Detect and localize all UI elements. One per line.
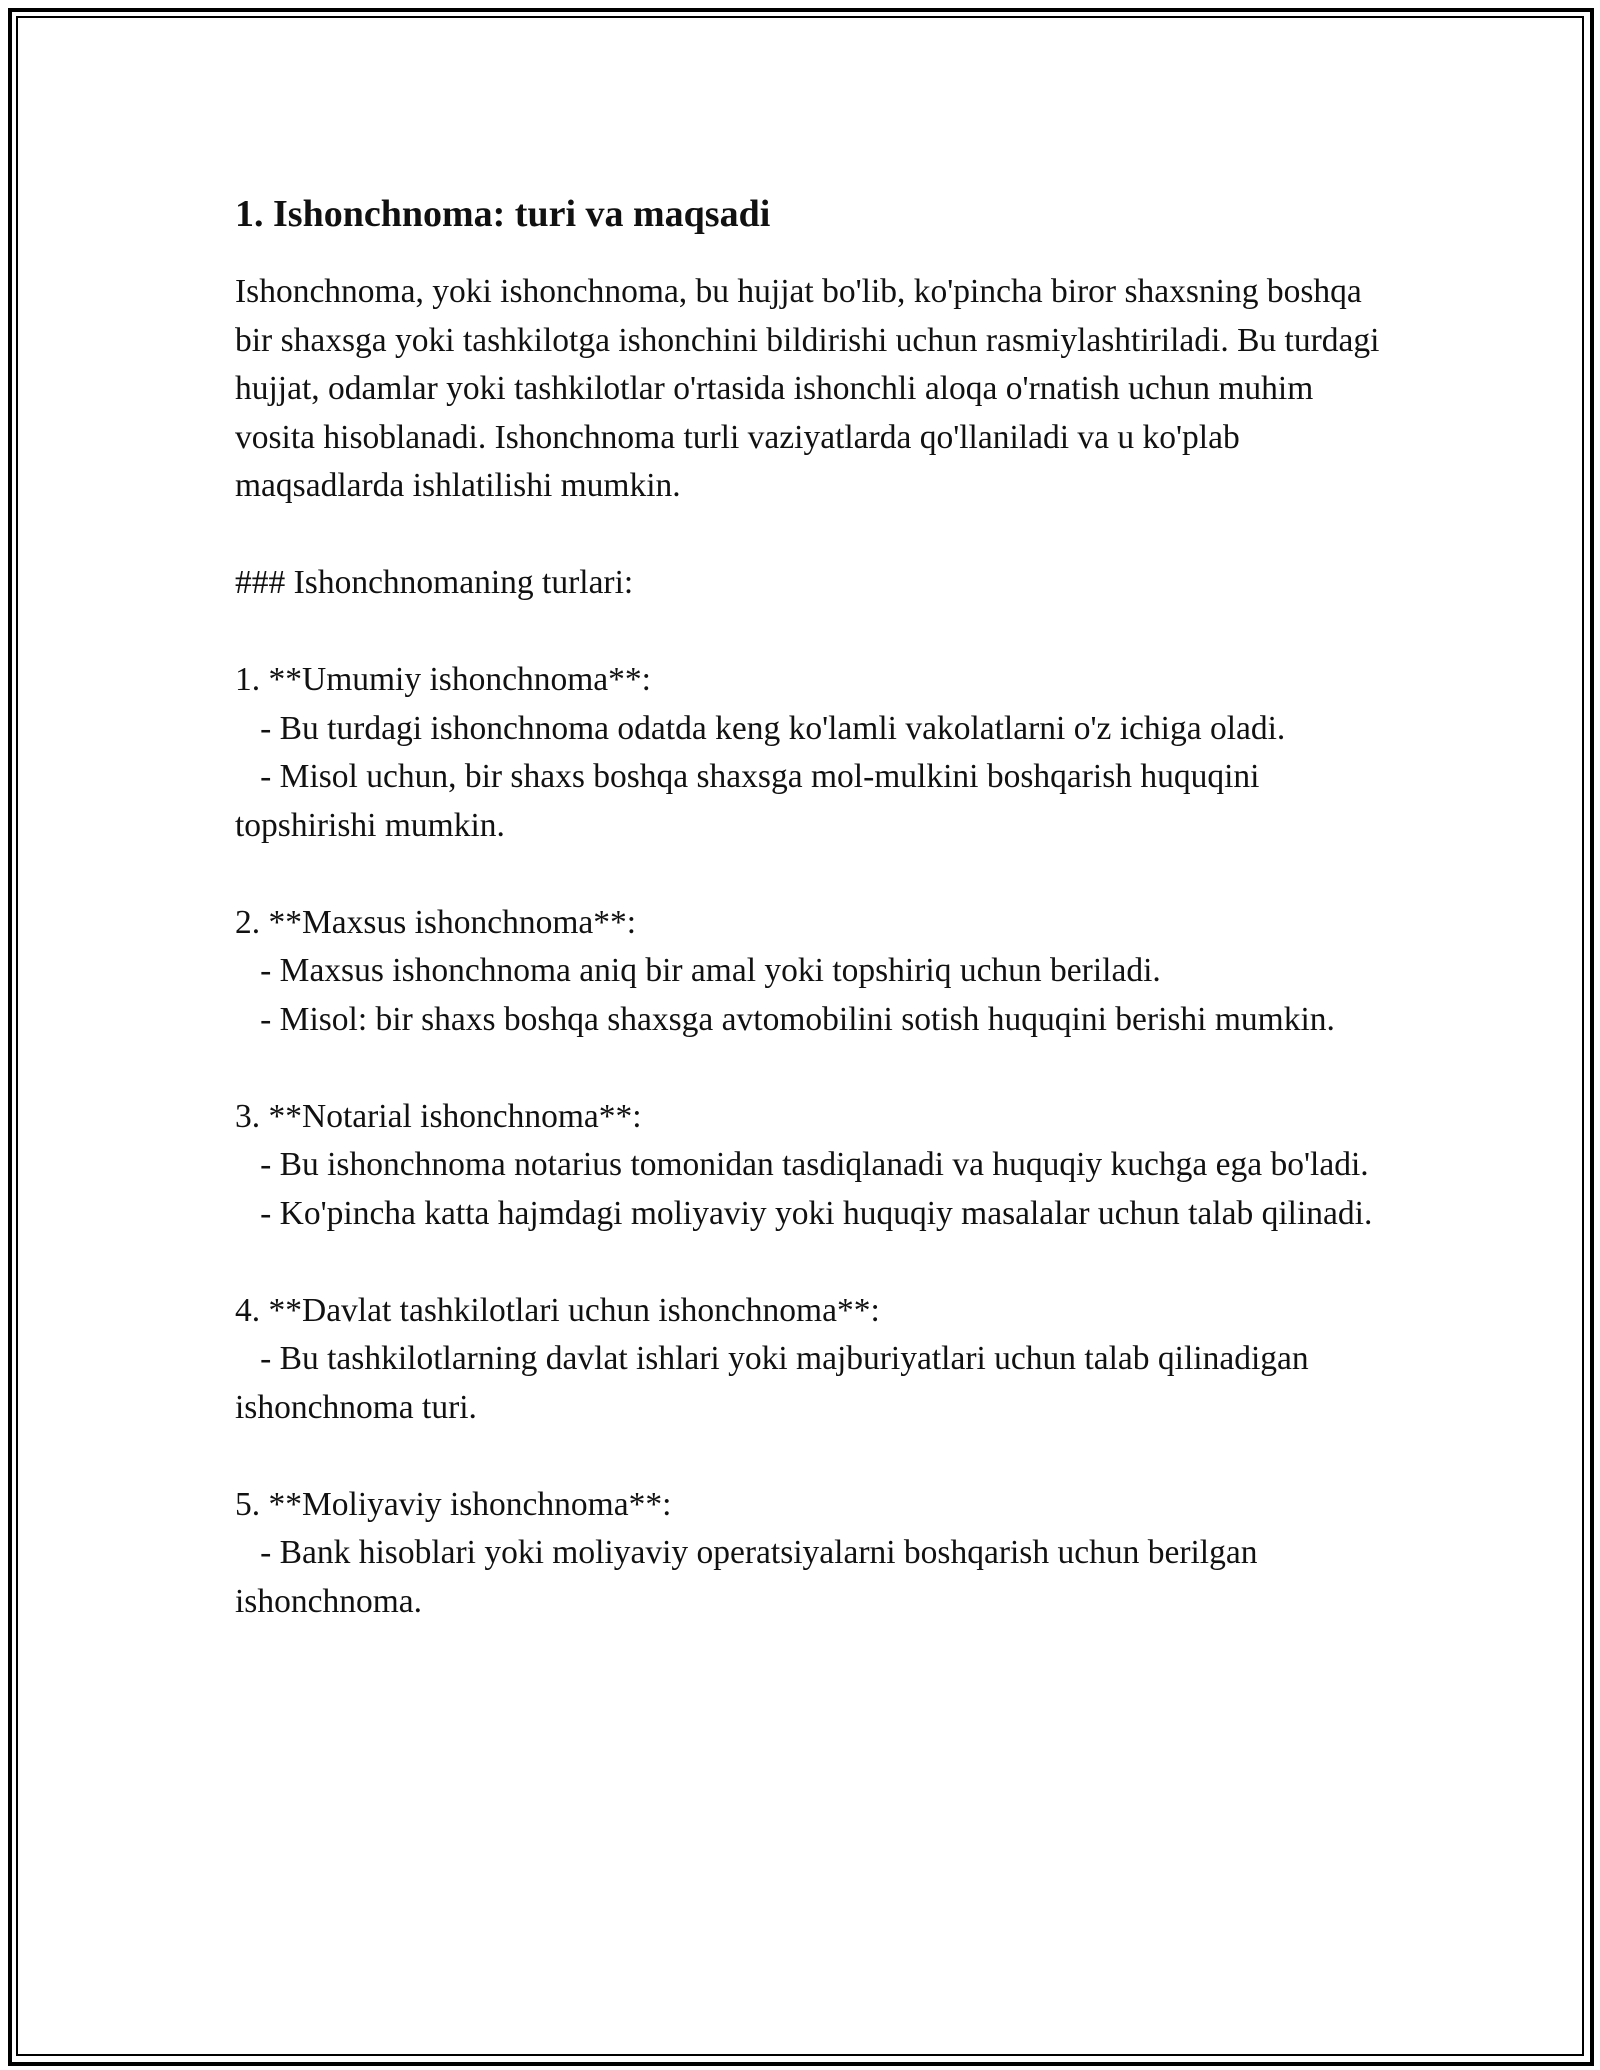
section-heading: ### Ishonchnomaning turlari: — [235, 564, 634, 601]
list-item-bullet: - Bu tashkilotlarning davlat ishlari yoki majburiyatlari uchun talab qilinadigan ishonchnoma turi. — [235, 1340, 1317, 1426]
list-item-maxsus — [235, 899, 1380, 1045]
intro-paragraph: Ishonchnoma, yoki ishonchnoma, bu hujjat bo'lib, ko'pincha biror shaxsning boshqa bir shaxsga yoki tashkilotga ishonchini bildirishi uchun rasmiylashtiriladi. Bu turdagi hujjat, odamlar yoki tashkilotlar o'rtasida ishonchli aloqa o'rnatish uchun muhim vosita hisoblanadi. Ishonchnoma turli vaziyatlarda qo'llaniladi va u ko'plab maqsadlarda ishlatilishi mumkin. — [235, 273, 1388, 504]
list-item-bullet: - Bu turdagi ishonchnoma odatda keng ko'lamli vakolatlarni o'z ichiga oladi. — [235, 709, 1286, 747]
list-item-bullet: - Maxsus ishonchnoma aniq bir amal yoki topshiriq uchun beriladi. — [235, 952, 1161, 989]
list-item-davlat — [235, 1287, 1380, 1433]
document-body — [235, 186, 1388, 1626]
blank-line — [235, 1432, 1380, 1481]
list-item-heading: 4. **Davlat tashkilotlari uchun ishonchnoma**: — [235, 1291, 880, 1329]
list-item-moliyaviy — [235, 1481, 1380, 1627]
list-item-heading: 5. **Moliyaviy ishonchnoma**: — [235, 1485, 672, 1523]
blank-line — [235, 1044, 1380, 1093]
document-title: 1. Ishonchnoma: turi va maqsadi — [235, 193, 771, 235]
list-item-bullet: - Bu ishonchnoma notarius tomonidan tasdiqlanadi va huquqiy kuchga ega bo'ladi. — [235, 1146, 1369, 1183]
list-item-bullet: - Misol uchun, bir shaxs boshqa shaxsga mol-mulkini boshqarish huquqini topshirishi mumkin. — [235, 758, 1268, 844]
blank-line — [235, 511, 1380, 560]
blank-line — [235, 608, 1380, 657]
list-item-bullet: - Bank hisoblari yoki moliyaviy operatsiyalarni boshqarish uchun berilgan ishonchnoma. — [235, 1534, 1266, 1620]
blank-line — [235, 1238, 1380, 1287]
list-item-bullet: - Misol: bir shaxs boshqa shaxsga avtomobilini sotish huquqini berishi mumkin. — [235, 1000, 1335, 1038]
list-item-bullet: - Ko'pincha katta hajmdagi moliyaviy yoki huquqiy masalalar uchun talab qilinadi. — [235, 1194, 1373, 1232]
list-item-heading: 2. **Maxsus ishonchnoma**: — [235, 903, 637, 941]
list-item-notarial — [235, 1093, 1380, 1239]
blank-line — [235, 850, 1380, 899]
list-item-heading: 1. **Umumiy ishonchnoma**: — [235, 661, 651, 698]
list-item-heading: 3. **Notarial ishonchnoma**: — [235, 1097, 642, 1135]
list-item-umumiy — [235, 656, 1380, 850]
